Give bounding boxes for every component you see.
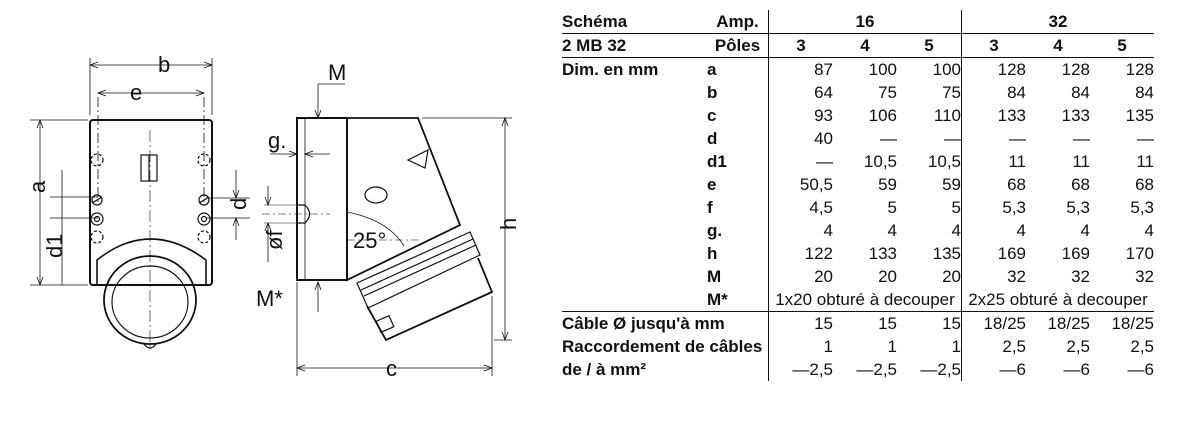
front-body — [90, 120, 212, 285]
cell: 5,3 — [962, 196, 1027, 219]
cell: 68 — [1071, 175, 1090, 194]
cell: 1 — [769, 335, 834, 358]
cell: 4 — [1080, 221, 1090, 240]
raccord-label-2: de / à mm² — [562, 360, 647, 379]
cell: 1 — [887, 337, 897, 356]
pole-header: 3 — [962, 34, 1027, 58]
cell: 4 — [887, 221, 897, 240]
row-key: f — [707, 198, 713, 217]
label-b: b — [158, 52, 171, 77]
technical-drawing — [0, 0, 560, 427]
table-row — [562, 81, 1154, 104]
cell: 128 — [1061, 60, 1090, 79]
cell: 5,3 — [1130, 198, 1154, 217]
cell: 75 — [878, 83, 897, 102]
label-d: d — [226, 197, 251, 210]
cell: 40 — [769, 127, 834, 150]
cell: 169 — [1061, 244, 1090, 263]
cell: — — [962, 127, 1027, 150]
cell: 135 — [1125, 106, 1154, 125]
table-row — [562, 150, 1154, 173]
raccord-label-1: Raccordement de câbles — [562, 337, 763, 356]
row-key: h — [707, 244, 718, 263]
row-key: c — [707, 106, 717, 125]
raccord-row-1 — [562, 335, 1154, 358]
cell: 133 — [962, 104, 1027, 127]
row-key: M — [707, 267, 722, 286]
label-e: e — [130, 80, 143, 105]
row-key: d1 — [707, 152, 727, 171]
header-row-poles — [562, 34, 1154, 58]
cell: 75 — [942, 83, 961, 102]
cell: 2,5 — [962, 335, 1027, 358]
cell: — — [880, 129, 897, 148]
cell: 84 — [1071, 83, 1090, 102]
cell: — — [1137, 129, 1154, 148]
table-row — [562, 242, 1154, 265]
label-c: c — [386, 356, 397, 381]
cell: 128 — [962, 58, 1027, 82]
cell: 5 — [887, 198, 897, 217]
label-angle: 25° — [353, 228, 387, 253]
cell: 20 — [942, 267, 961, 286]
cell: 68 — [962, 173, 1027, 196]
cell: 15 — [942, 314, 961, 333]
label-g: g. — [268, 128, 287, 153]
cell: 11 — [962, 150, 1027, 173]
mstar-note-32: 2x25 obturé à decouper — [962, 288, 1155, 312]
table-row-mstar — [562, 288, 1154, 312]
cell: 20 — [769, 265, 834, 288]
cell: 2,5 — [1130, 337, 1154, 356]
schema-label: Schéma — [562, 12, 628, 31]
cell: 15 — [769, 312, 834, 336]
label-phi-f: øf — [262, 230, 287, 250]
pole-header: 4 — [833, 34, 897, 58]
cell: 1 — [951, 337, 961, 356]
cell: 100 — [932, 60, 961, 79]
row-key: d — [707, 129, 718, 148]
cell: 5 — [951, 198, 961, 217]
mstar-note-16: 1x20 obturé à decouper — [769, 288, 962, 312]
table-row — [562, 173, 1154, 196]
cell: 2,5 — [1066, 337, 1090, 356]
label-a: a — [25, 180, 50, 193]
cell: 32 — [1135, 267, 1154, 286]
cell: 32 — [1071, 267, 1090, 286]
cell: 32 — [962, 265, 1027, 288]
cell: 5,3 — [1066, 198, 1090, 217]
table-row — [562, 265, 1154, 288]
header-row-amp — [562, 10, 1154, 34]
row-key: e — [707, 175, 717, 194]
row-key: g. — [707, 221, 723, 240]
row-key: a — [707, 60, 717, 79]
dimension-table — [562, 10, 1154, 381]
cell: 15 — [878, 314, 897, 333]
label-M: M — [328, 60, 347, 85]
cell: 110 — [933, 106, 961, 125]
cell: — — [944, 129, 961, 148]
dim-label: Dim. en mm — [562, 60, 659, 79]
cell: 64 — [769, 81, 834, 104]
label-h: h — [496, 217, 521, 230]
cable-row — [562, 312, 1154, 336]
cell: 50,5 — [769, 173, 834, 196]
cell: 68 — [1135, 175, 1154, 194]
table-row — [562, 219, 1154, 242]
front-labels — [25, 52, 251, 258]
group-32-header: 32 — [962, 10, 1155, 34]
cell: 122 — [769, 242, 834, 265]
cell: —2,5 — [920, 360, 961, 379]
cell: —2,5 — [769, 358, 834, 381]
table-row — [562, 196, 1154, 219]
cell: 11 — [1136, 152, 1154, 171]
cell: 84 — [962, 81, 1027, 104]
cell: — — [769, 150, 834, 173]
raccord-row-2 — [562, 358, 1154, 381]
cell: 128 — [1125, 60, 1154, 79]
cell: 20 — [878, 267, 897, 286]
cell: 133 — [1061, 106, 1090, 125]
cell: 18/25 — [1111, 314, 1154, 333]
row-key: M* — [707, 288, 769, 312]
cable-label: Câble Ø jusqu'à mm — [562, 314, 725, 333]
cell: 133 — [868, 244, 897, 263]
cell: 84 — [1135, 83, 1154, 102]
cell: 169 — [962, 242, 1027, 265]
cell: 10,5 — [927, 152, 961, 171]
pole-header: 3 — [769, 34, 834, 58]
cell: 4 — [962, 219, 1027, 242]
label-M-star: M* — [256, 286, 283, 311]
table-row — [562, 58, 1154, 82]
cell: —6 — [1127, 360, 1154, 379]
side-labels — [256, 60, 521, 381]
cell: —6 — [1063, 360, 1090, 379]
pole-header: 5 — [1090, 34, 1154, 58]
pole-header: 4 — [1026, 34, 1090, 58]
cell: 170 — [1125, 244, 1154, 263]
cell: 100 — [868, 60, 897, 79]
cell: —2,5 — [856, 360, 897, 379]
cell: 93 — [769, 104, 834, 127]
cell: 4,5 — [769, 196, 834, 219]
group-16-header: 16 — [769, 10, 962, 34]
cell: 59 — [878, 175, 897, 194]
cell: — — [1073, 129, 1090, 148]
cell: 87 — [769, 58, 834, 82]
pole-header: 5 — [897, 34, 962, 58]
cell: 4 — [951, 221, 961, 240]
cell: 135 — [932, 244, 961, 263]
model-label: 2 MB 32 — [562, 34, 707, 58]
cell: 18/25 — [962, 312, 1027, 336]
cell: 106 — [868, 106, 897, 125]
cell: 10,5 — [863, 152, 897, 171]
label-d1: d1 — [42, 233, 67, 258]
table-row — [562, 127, 1154, 150]
table-row — [562, 104, 1154, 127]
amp-label: Amp. — [716, 12, 759, 31]
cell: 18/25 — [1047, 314, 1090, 333]
cell: 4 — [769, 219, 834, 242]
cell: 59 — [942, 175, 961, 194]
row-key: b — [707, 83, 718, 102]
side-view — [262, 84, 512, 376]
cell: 4 — [1144, 221, 1154, 240]
cell: 11 — [1072, 152, 1090, 171]
cell: —6 — [962, 358, 1027, 381]
poles-label: Pôles — [707, 34, 769, 58]
